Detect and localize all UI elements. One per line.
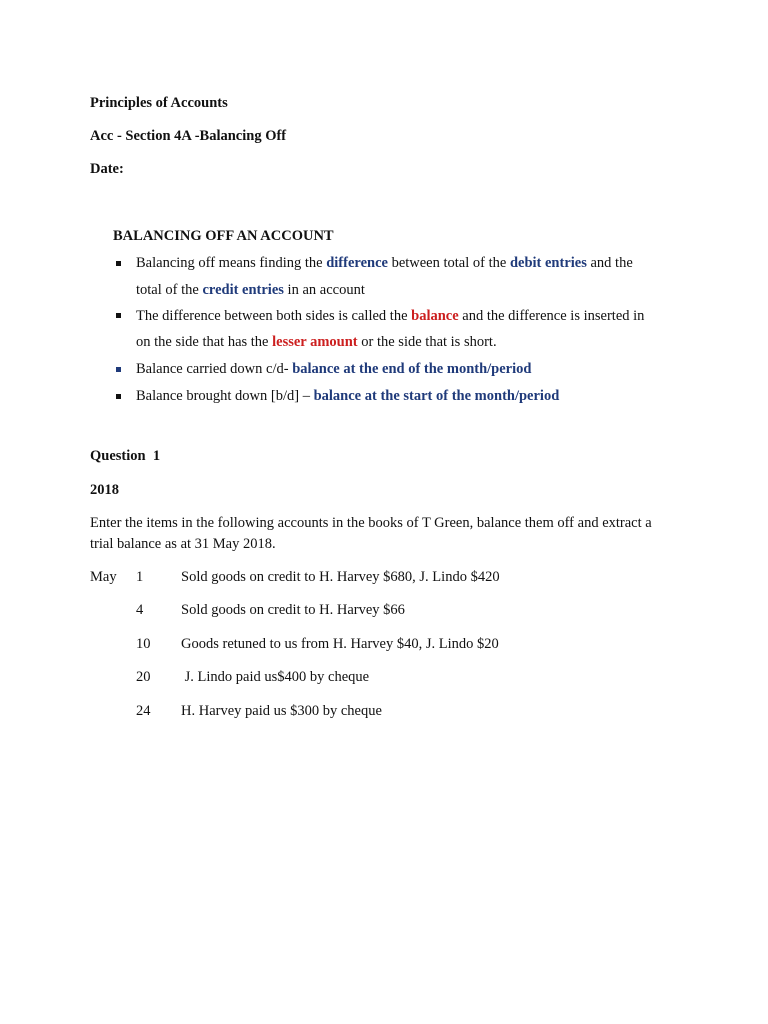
bullet-square-icon [116,367,121,372]
bullet-1-text: in an account [283,282,365,298]
date-label: Date: [90,161,124,177]
bullet-square-icon [116,394,121,399]
bullet-1-text: Balancing off means finding the [136,255,327,271]
entry-day: 24 [136,703,151,719]
question-instruction-line-1: Enter the items in the following accounts in the books of T Green, balance them off and extract a [90,515,652,531]
bullet-3-text: Balance carried down c/d- [136,361,293,377]
question-instruction-line-2: trial balance as at 31 May 2018. [90,536,276,552]
document-title: Principles of Accounts [90,95,228,111]
section-title: Acc - Section 4A -Balancing Off [90,128,287,144]
question-year: 2018 [90,482,119,498]
bullet-2-text: or the side that is short. [357,334,497,350]
keyword-balance-start: balance at the start of the month/period [313,388,560,404]
bullet-2-text: The difference between both sides is called the [136,308,412,324]
bullet-4-text: Balance brought down [b/d] – [136,388,314,404]
keyword-balance-end: balance at the end of the month/period [292,361,532,377]
entry-day: 10 [136,636,151,652]
question-label: Question 1 [90,448,161,464]
bullet-3 [136,359,531,379]
bullet-1-line-2 [136,280,365,300]
month-label: May [90,569,117,585]
keyword-credit-entries: credit entries [202,282,284,298]
bullet-4 [136,386,559,406]
keyword-balance: balance [411,308,459,324]
notes-heading: BALANCING OFF AN ACCOUNT [113,228,334,244]
entry-text: Goods retuned to us from H. Harvey $40, J. Lindo $20 [181,636,499,652]
bullet-square-icon [116,313,121,318]
entry-day: 4 [136,602,144,618]
entry-text: J. Lindo paid us$400 by cheque [181,669,370,685]
bullet-2-line-2 [136,332,497,352]
entry-text: H. Harvey paid us $300 by cheque [181,703,382,719]
bullet-2-text: and the difference is inserted in [458,308,645,324]
bullet-1-line-1 [136,253,633,273]
bullet-1-text: between total of the [387,255,510,271]
entry-day: 1 [136,569,144,585]
keyword-difference: difference [326,255,388,271]
keyword-debit-entries: debit entries [509,255,587,271]
entry-day: 20 [136,669,151,685]
bullet-1-text: total of the [136,282,203,298]
bullet-2-text: on the side that has the [136,334,273,350]
bullet-1-text: and the [586,255,633,271]
bullet-square-icon [116,261,121,266]
entry-text: Sold goods on credit to H. Harvey $66 [181,602,405,618]
entry-text: Sold goods on credit to H. Harvey $680, J. Lindo $420 [181,569,500,585]
keyword-lesser-amount: lesser amount [272,334,358,350]
bullet-2-line-1 [136,306,644,326]
